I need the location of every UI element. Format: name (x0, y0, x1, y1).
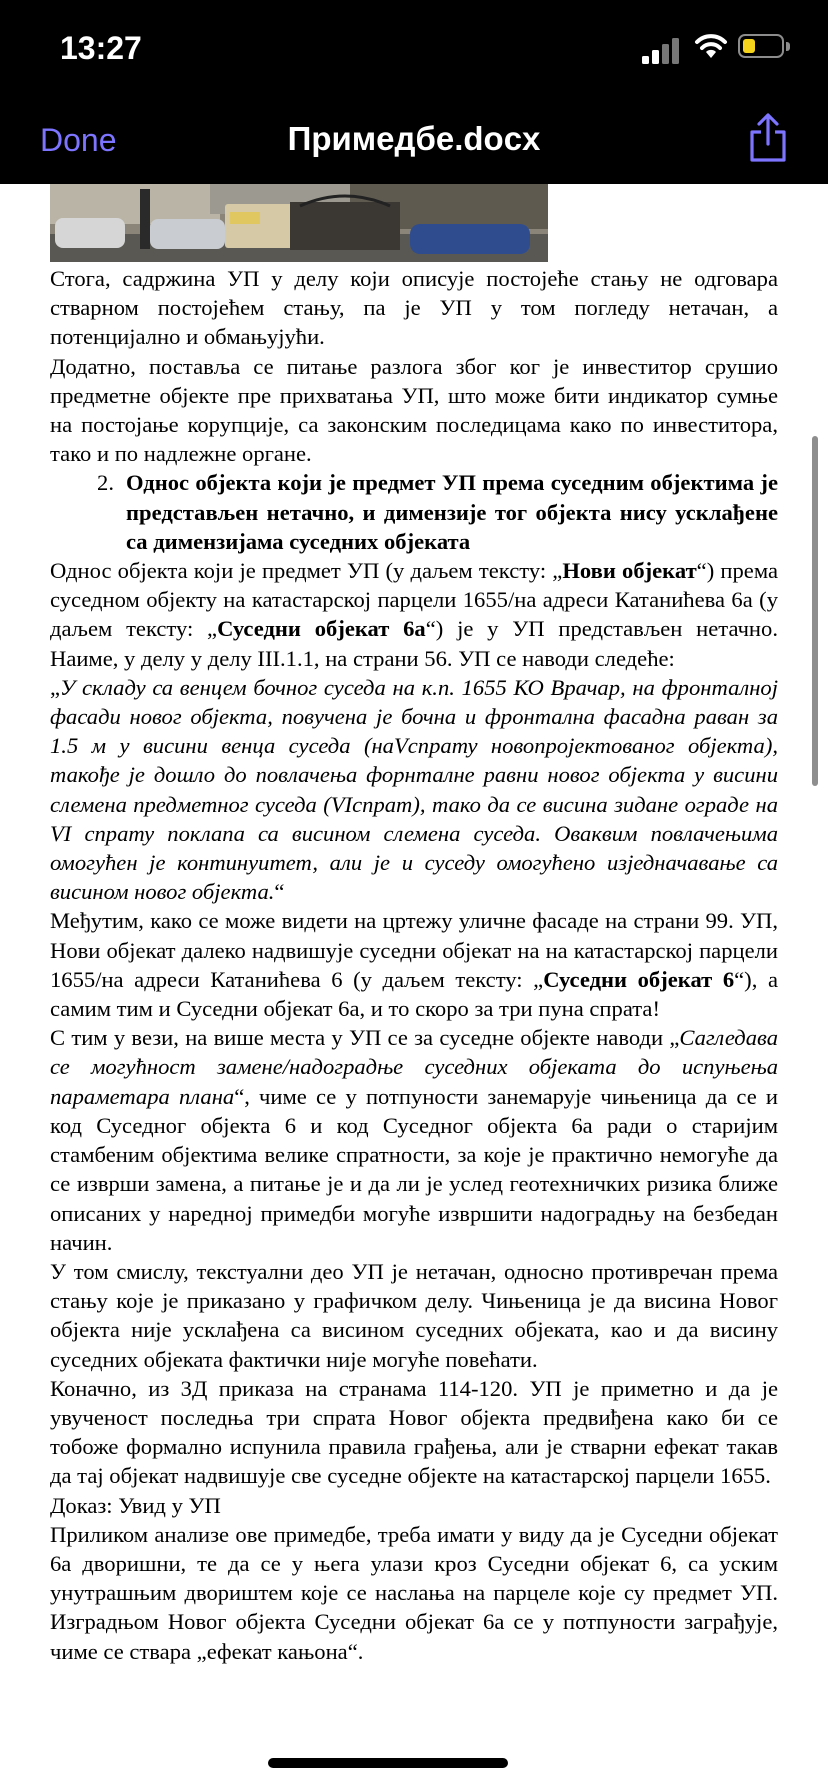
redaction-mark (268, 1758, 508, 1768)
text-run: С тим у вези, на више места у УП се за суседне објекте наводи „ (50, 1025, 680, 1051)
status-icons (642, 34, 792, 64)
paragraph-in-relation (50, 1023, 778, 1257)
share-icon[interactable] (746, 112, 790, 164)
section-heading-2 (50, 468, 778, 556)
scrollbar[interactable] (812, 436, 818, 786)
text-run: “) је у УП представљен нетачно. Наиме, у делу у делу III.1.1, на страни 56. УП се наводи следеће: (50, 616, 778, 671)
paragraph-however (50, 906, 778, 1023)
term-neighbor-6: Суседни објекат 6 (543, 966, 735, 992)
paragraph-in-that-sense: У том смислу, текстуални део УП је нетачан, односно противречан према стању које је приказано у графичком делу. Чињеница је да висина Новог објекта није усклађена са висином суседних објеката, као и да висину суседних објеката фактички није могуће повећати. (50, 1258, 778, 1372)
quote-mark: “ (274, 879, 285, 905)
paragraph-new-object (50, 556, 778, 673)
text-run: “, чиме се у потпуности занемарује чињеница да се и код Суседног објекта 6 и код Суседног објекта 6а ради о старијим стамбеним објектима велике спратности, за које је практично немогуће да се изврши замена, а питање је и да ли је услед геотехничких ризика ближе описаних у наредној примедби могуће извршити надоградњу на безбедан начин. (50, 1083, 778, 1255)
document-body (50, 264, 778, 1666)
text-run: Однос објекта који је предмет УП (у даљем тексту: „ (50, 558, 563, 584)
top-bar (0, 0, 828, 184)
paragraph-finally: Коначно, из 3Д приказа на странама 114-120. УП је приметно и да је увученост последња три спрата Новог објекта предвиђена како би се тобоже формално испунила правила грађења, али је стварни ефекат такав да тај објекат надвишује све суседне објекте на катастарској парцели 1655. (50, 1375, 778, 1489)
text-run: “), а самим тим и Суседни објекат 6а, и то скоро за три пуна спрата! (50, 966, 778, 1022)
paragraph-analysis: Приликом анализе ове примедбе, треба имати у виду да је Суседни објекат 6а дворишни, те да се у њега улази кроз Суседни објекат 6, са уским унутрашњим двориштем које се наслања на парцеле које су предмет УП. Изградњом Новог објекта Суседни објекат 6а се у потпуности заграђује, чиме се ствара „ефекат кањона“. (50, 1521, 778, 1664)
text-run: “) према суседном објекту на катастарској парцели 1655/на адреси Катанићева 6а (у даљем тексту: „ (50, 558, 778, 642)
section-number: 2. (97, 470, 114, 496)
battery-tip (786, 42, 790, 51)
text-run: Међутим, како се може видети на цртежу уличне фасаде на страни 99. УП, Нови објекат далеко надвишује суседни објекат на на катастарској парцели 1655/на адреси Катанићева 6 (у даљем тексту: „ (50, 908, 778, 992)
paragraph-current-state: Стога, садржина УП у делу који описује постојеће стању не одговара стварном постојећем стању, па је УП у том погледу нетачан, а потенцијално и обмањујући. (50, 266, 778, 350)
status-time: 13:27 (60, 30, 142, 66)
paragraph-quote (50, 673, 778, 907)
paragraph-evidence: Доказ: Увид у УП (50, 1492, 221, 1518)
wifi-icon (694, 32, 728, 60)
quote-mark: „ (50, 674, 61, 700)
quote-text: У складу са венцем бочног суседа на к.п. 1655 КО Врачар, на фронталној фасади новог објекта, повучена је бочна и фронтална фасадна раван за 1.5 м у висини венца суседа (наVспрату новопројектованог објекта), такође је дошло до повлачења форнталне равни новог објекта у висини слемена предметног суседа (VIспрат), тако да се висина зидане ограде на VI спрату поклапа са висином слемена суседа. Оваквим повлачењима омогућен је континуитет, али је и суседу омогућено изједначавање са висином новог објекта. (50, 674, 778, 905)
section-title: Однос објекта који је предмет УП према суседним објектима је представљен нетачно, и димензије тог објекта нису усклађене са димензијама суседних објеката (126, 470, 778, 554)
done-button[interactable]: Done (40, 122, 117, 158)
battery-icon (738, 34, 784, 58)
term-neighbor-6a: Суседни објекат 6а (217, 616, 426, 642)
document-title: Примедбе.docx (287, 120, 541, 157)
term-new-object: Нови објекат (562, 558, 697, 584)
battery-level (743, 39, 755, 53)
paragraph-corruption: Додатно, поставља се питање разлога због ког је инвеститор срушио предметне објекте пре прихватања УП, што може бити индикатор сумње на постојање корупције, са законским последицама како по инвеститора, тако и по надлежне органе. (50, 353, 778, 467)
document-photo (50, 184, 548, 262)
cellular-signal-icon (642, 38, 682, 64)
quote-italic: Сагледава се могућност замене/надоградње суседних објеката до испуњења параметара плана (50, 1025, 778, 1109)
